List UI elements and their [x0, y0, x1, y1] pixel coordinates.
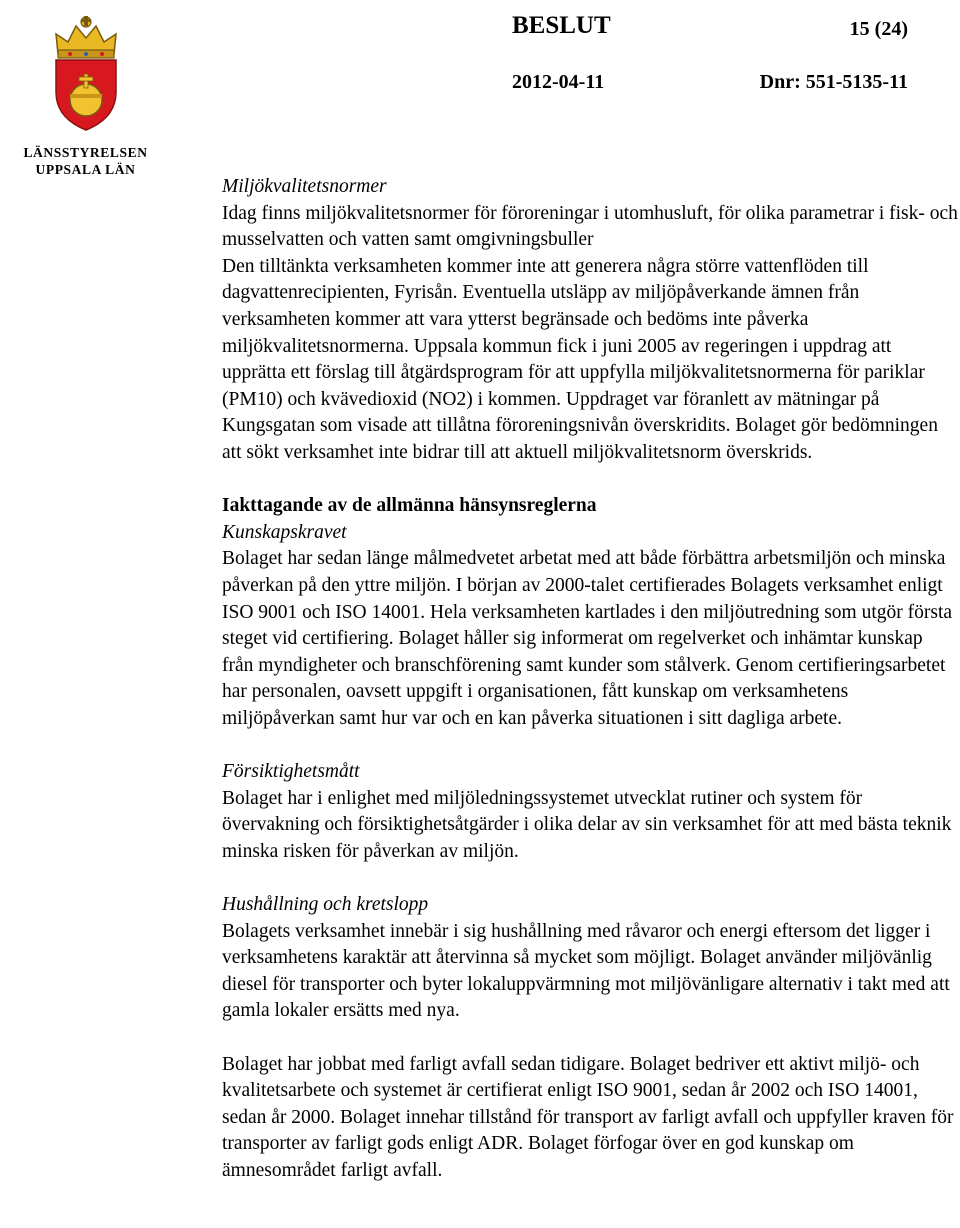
paragraph: Bolagets verksamhet innebär i sig hushållning med råvaror och energi eftersom det ligger i verksamhetens karaktär att återvinna så mycket som möjligt. Bolaget använder miljövänlig diesel för transporter och byter lokaluppvärmning mot miljövänligare alternativ i takt med att gamla lokaler ersätts med nya.	[222, 920, 950, 1022]
paragraph: Bolaget har i enlighet med miljöledningssystemet utvecklat rutiner och system för övervakning och försiktighetsåtgärder i olika delar av sin verksamhet för att med bästa teknik minska risken för påverkan av miljön.	[222, 787, 952, 862]
shield-icon	[56, 60, 116, 130]
county-logo	[18, 14, 153, 184]
logo-line-1: LÄNSSTYRELSEN	[23, 145, 148, 160]
coat-of-arms-icon	[50, 14, 122, 132]
paragraph: Den tilltänkta verksamheten kommer inte att generera några större vattenflöden till dagvattenrecipienten, Fyrisån. Eventuella utsläpp av miljöpåverkande ämnen från verksamheten kommer att vara ytterst begränsade och bedöms inte påverka miljökvalitetsnormerna. Uppsala kommun fick i juni 2005 av regeringen i uppdrag att upprätta ett förslag till åtgärdsprogram för att uppfylla miljökvalitetsnormerna för pariklar (PM10) och kvävedioxid (NO2) i kommen. Uppdraget var föranlett av mätningar på Kungsgatan som visade att tillåtna föroreningsnivån överskridits. Bolaget gör bedömningen att sökt verksamhet inte bidrar till att aktuell miljökvalitetsnorm överskrids.	[222, 255, 938, 463]
paragraph: Bolaget har jobbat med farligt avfall sedan tidigare. Bolaget bedriver ett aktivt miljö- och kvalitetsarbete och systemet är certifierat enligt ISO 9001, sedan år 2002 och ISO 14001, sedan år 2000. Bolaget innehar tillstånd för transport av farligt avfall och uppfyller kraven för transporter av farligt gods enligt ADR. Bolaget förfogar över en god kunskap om ämnesområdet farligt avfall.	[222, 1053, 954, 1181]
paragraph: Idag finns miljökvalitetsnormer för föroreningar i utomhusluft, för olika parametrar i fisk- och musselvatten och vatten samt omgivningsbuller	[222, 202, 958, 251]
page-number: 15 (24)	[849, 18, 908, 40]
section-title-hansynsregler: Iakttagande av de allmänna hänsynsreglerna	[222, 495, 597, 517]
paragraph: Bolaget har sedan länge målmedvetet arbetat med att både förbättra arbetsmiljön och minska påverkan på den yttre miljön. I början av 2000-talet certifierades Bolagets verksamhet enligt ISO 9001 och ISO 14001. Hela verksamheten kartlades i den miljöutredning som utgör första steget vid certifiering. Bolaget håller sig informerat om regelverket och inhämtar kunskap från myndigheter och branschförening samt kunder som stålverk. Genom certifieringsarbetet har personalen, oavsett uppgift i organisationen, fått kunskap om verksamhetens miljöpåverkan samt hur var och en kan påverka situationen i sitt dagliga arbete.	[222, 548, 953, 729]
subheading-forsiktighetsmatt: Försiktighetsmått	[222, 761, 360, 783]
document-type: BESLUT	[512, 12, 611, 39]
subheading-kunskapskravet: Kunskapskravet	[222, 521, 347, 543]
logo-line-2: UPPSALA LÄN	[35, 162, 136, 177]
subheading-hushallning: Hushållning och kretslopp	[222, 894, 429, 916]
document-date: 2012-04-11	[512, 71, 605, 93]
document-reference: Dnr: 551-5135-11	[759, 71, 908, 93]
crown-icon	[56, 16, 116, 58]
logo-text	[18, 144, 153, 178]
subheading-miljokvalitetsnormer: Miljökvalitetsnormer	[222, 176, 387, 197]
document-body	[222, 174, 958, 1185]
